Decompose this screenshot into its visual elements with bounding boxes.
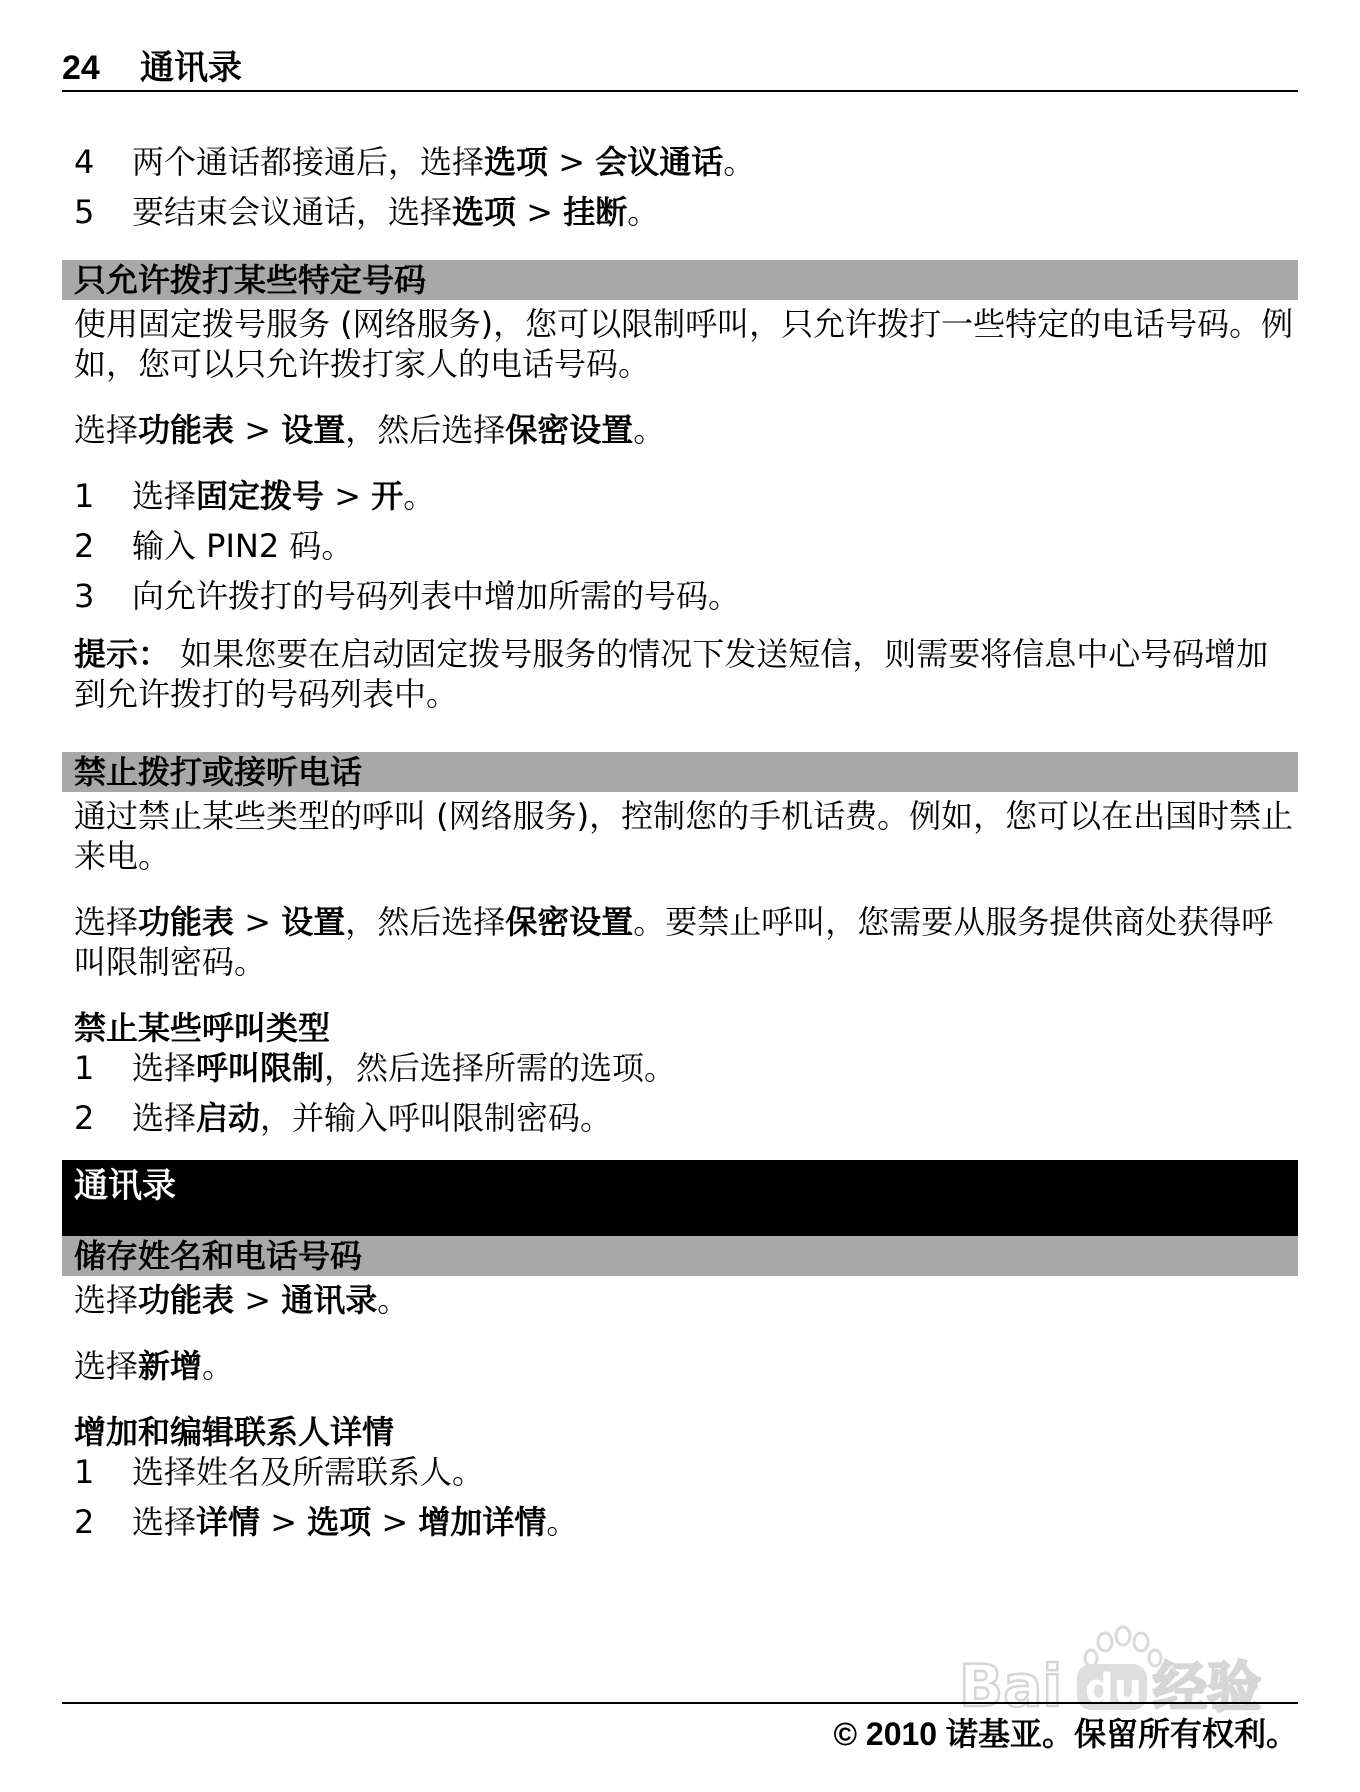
- step-text: 两个通话都接通后，选择选项 > 会议通话。: [132, 143, 756, 181]
- svg-text:du: du: [1085, 1666, 1143, 1712]
- step-text: 向允许拨打的号码列表中增加所需的号码。: [132, 577, 741, 615]
- step-text: 选择启动，并输入呼叫限制密码。: [132, 1099, 613, 1137]
- page-content: [62, 142, 1298, 1552]
- save-contact-nav: 选择功能表 > 通讯录。: [74, 1281, 410, 1319]
- list-item: [62, 526, 1298, 566]
- tip-paragraph: [62, 634, 1298, 714]
- tip-label: 提示：: [74, 635, 171, 673]
- list-item: [62, 1452, 1298, 1492]
- section-heading-fixed-dialing: 只允许拨打某些特定号码: [62, 260, 1298, 300]
- fixed-dialing-steps: [62, 476, 1298, 616]
- edit-contact-steps: [62, 1452, 1298, 1542]
- step-number: 1: [74, 1049, 95, 1087]
- step-text: 选择呼叫限制，然后选择所需的选项。: [132, 1049, 677, 1087]
- tip-text: 如果您要在启动固定拨号服务的情况下发送短信，则需要将信息中心号码增加到允许拨打的号码列表中。: [74, 635, 1269, 713]
- fixed-dialing-intro: 使用固定拨号服务 (网络服务)，您可以限制呼叫，只允许拨打一些特定的电话号码。例如，您可以只允许拨打家人的电话号码。: [74, 305, 1294, 383]
- subheading-barring-types: 禁止某些呼叫类型: [74, 1009, 331, 1047]
- chapter-heading-contacts: 通讯录: [62, 1160, 1298, 1236]
- call-barring-steps: [62, 1048, 1298, 1138]
- list-item: [62, 476, 1298, 516]
- step-text: 选择姓名及所需联系人。: [132, 1453, 485, 1491]
- conference-steps: [62, 142, 1298, 232]
- step-number: 3: [74, 577, 95, 615]
- step-number: 1: [74, 1453, 95, 1491]
- svg-text:Bai: Bai: [959, 1652, 1063, 1718]
- list-item: [62, 142, 1298, 182]
- page-number: 24: [62, 49, 100, 87]
- list-item: [62, 1048, 1298, 1088]
- call-barring-nav: 选择功能表 > 设置，然后选择保密设置。要禁止呼叫，您需要从服务提供商处获得呼叫限制密码。: [74, 903, 1274, 981]
- svg-text:经验: 经验: [1153, 1656, 1261, 1718]
- section-heading-save-contact: 储存姓名和电话号码: [62, 1236, 1298, 1276]
- list-item: [62, 1502, 1298, 1542]
- save-contact-new: 选择新增。: [74, 1347, 235, 1385]
- step-number: 5: [74, 193, 95, 231]
- list-item: [62, 1098, 1298, 1138]
- list-item: [62, 192, 1298, 232]
- section-heading-call-barring: 禁止拨打或接听电话: [62, 752, 1298, 792]
- footer-rule: [62, 1702, 1298, 1704]
- running-header: [62, 48, 1298, 92]
- list-item: [62, 576, 1298, 616]
- step-text: 选择固定拨号 > 开。: [132, 477, 436, 515]
- fixed-dialing-nav: 选择功能表 > 设置，然后选择保密设置。: [74, 411, 666, 449]
- step-text: 要结束会议通话，选择选项 > 挂断。: [132, 193, 660, 231]
- step-number: 2: [74, 1503, 95, 1541]
- copyright-notice: © 2010 诺基亚。保留所有权利。: [833, 1716, 1298, 1752]
- step-number: 2: [74, 1099, 95, 1137]
- subheading-edit-contact: 增加和编辑联系人详情: [74, 1413, 395, 1451]
- call-barring-intro: 通过禁止某些类型的呼叫 (网络服务)，控制您的手机话费。例如，您可以在出国时禁止来电。: [74, 797, 1294, 875]
- step-number: 1: [74, 477, 95, 515]
- step-text: 输入 PIN2 码。: [132, 527, 354, 565]
- chapter-name: 通讯录: [140, 49, 242, 87]
- step-number: 2: [74, 527, 95, 565]
- step-number: 4: [74, 143, 95, 181]
- step-text: 选择详情 > 选项 > 增加详情。: [132, 1503, 579, 1541]
